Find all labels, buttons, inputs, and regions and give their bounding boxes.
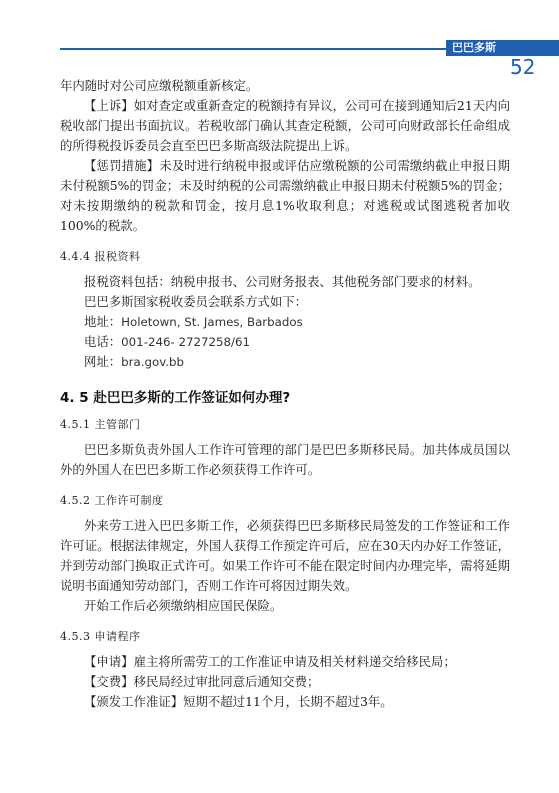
step-apply-label: 【申请】 — [84, 654, 134, 669]
step-apply — [60, 652, 510, 672]
website-label: 网址： — [84, 354, 122, 369]
appeal-label: 【上诉】 — [84, 98, 134, 113]
step-issue-label: 【颁发工作准证】 — [84, 694, 184, 709]
contact-phone — [60, 332, 510, 352]
phone-value: 001-246- 2727258/61 — [121, 335, 250, 349]
paragraph-authority: 巴巴多斯负责外国人工作许可管理的部门是巴巴多斯移民局。加共体成员国以外的外国人在巴巴多斯工作必须获得工作许可。 — [60, 442, 510, 477]
paragraph-appeal — [60, 96, 510, 156]
paragraph-tax-documents: 报税资料包括：纳税申报书、公司财务报表、其他税务部门要求的材料。 — [84, 274, 481, 289]
section-heading-4-4-4: 4.4.4 报税资料 — [60, 250, 141, 263]
step-payment-text: 移民局经过审批同意后通知交费； — [133, 674, 320, 689]
step-payment-label: 【交费】 — [84, 674, 134, 689]
paragraph-national-insurance: 开始工作后必须缴纳相应国民保险。 — [84, 598, 283, 613]
address-label: 地址： — [84, 314, 122, 329]
paragraph-work-permit-system: 外来劳工进入巴巴多斯工作，必须获得巴巴多斯移民局签发的工作签证和工作许可证。根据法律规定，外国人获得工作预定许可后，应在30天内办好工作签证，并到劳动部门换取正式许可。如果工作许可不能在限定时间内办理完毕，需将延期说明书面通知劳动部门，否则工作许可将因过期失效。 — [60, 518, 510, 593]
step-apply-text: 雇主将所需劳工的工作准证申请及相关材料递交给移民局； — [133, 654, 456, 669]
appeal-text: 如对查定或重新查定的税额持有异议，公司可在接到通知后21天内向税收部门提出书面抗议。若税收部门确认其查定税额，公司可向财政部长任命组成的所得税投诉委员会直至巴巴多斯高级法院提出上诉。 — [60, 98, 510, 153]
running-header-title: 巴巴多斯 — [452, 41, 496, 54]
page-content — [60, 76, 510, 712]
step-payment — [60, 672, 510, 692]
contact-intro: 巴巴多斯国家税收委员会联系方式如下： — [84, 294, 308, 309]
step-issue-text: 短期不超过11个月，长期不超过3年。 — [183, 694, 393, 709]
phone-label: 电话： — [84, 334, 122, 349]
section-heading-4-5: 4. 5 赴巴巴多斯的工作签证如何办理? — [60, 390, 291, 406]
contact-website — [60, 352, 510, 372]
section-heading-4-5-3: 4.5.3 申请程序 — [60, 630, 141, 643]
contact-address — [60, 312, 510, 332]
page-number: 52 — [510, 55, 536, 79]
section-heading-4-5-1: 4.5.1 主管部门 — [60, 418, 141, 431]
website-link[interactable]: bra.gov.bb — [121, 355, 184, 369]
paragraph-penalty — [60, 156, 510, 236]
penalty-text: 未及时进行纳税申报或评估应缴税额的公司需缴纳截止申报日期未付税额5%的罚金；未及时纳税的公司需缴纳截止申报日期未付税额5%的罚金；对未按期缴纳的税款和罚金，按月息1%收取利息；对逃税或试图逃税者加收100%的税款。 — [60, 158, 511, 233]
section-heading-4-5-2: 4.5.2 工作许可制度 — [60, 494, 164, 507]
step-issue — [60, 692, 510, 712]
paragraph-continuation: 年内随时对公司应缴税额重新核定。 — [60, 78, 259, 93]
address-value: Holetown, St. James, Barbados — [121, 315, 303, 329]
penalty-label: 【惩罚措施】 — [84, 158, 160, 173]
